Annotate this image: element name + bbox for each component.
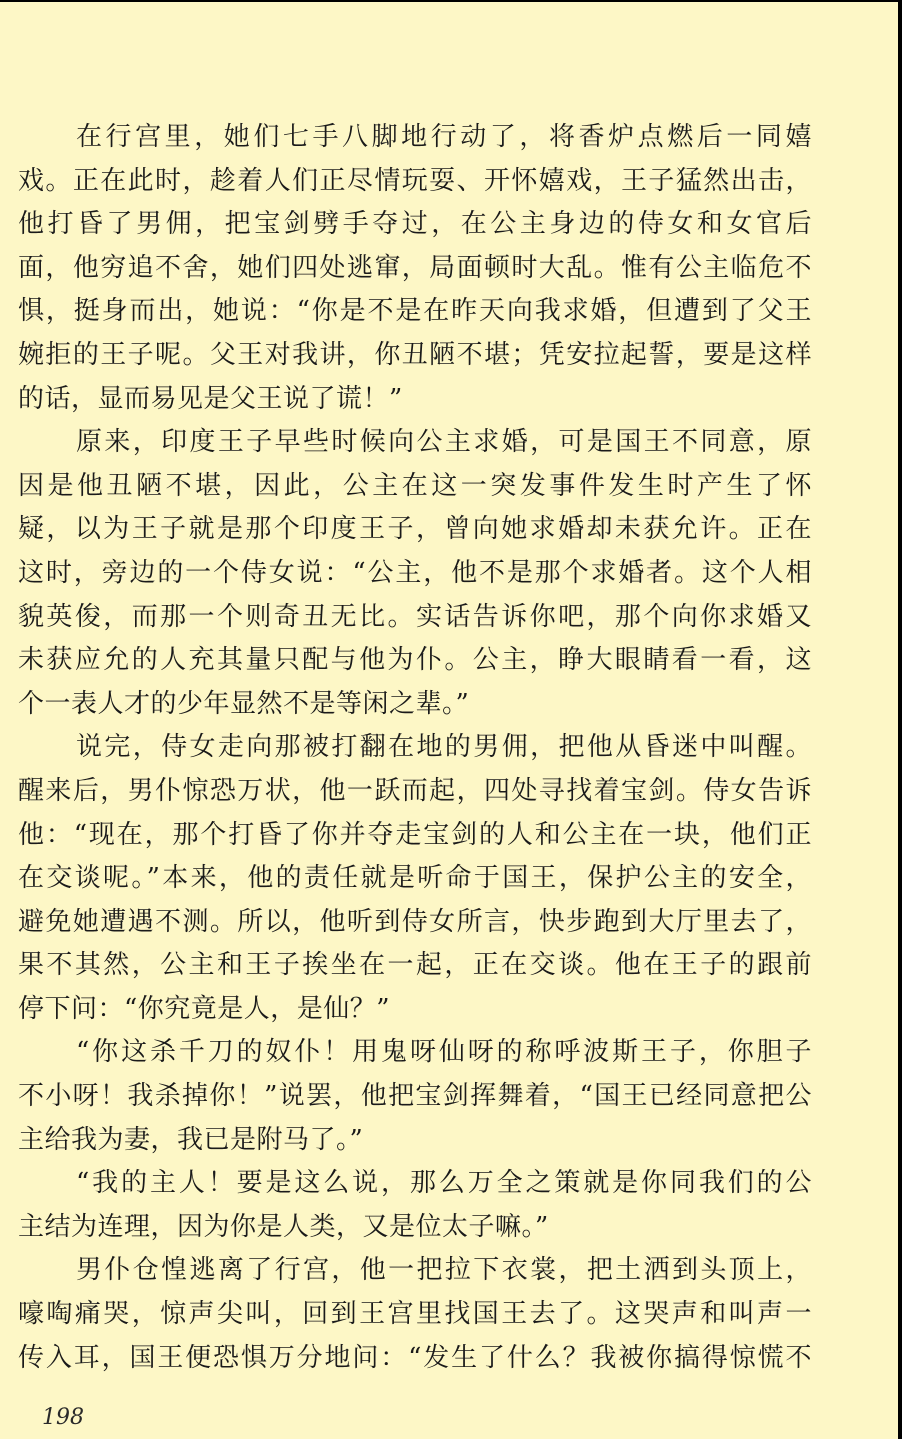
- text-line: 的话，显而易见是父王说了谎！”: [18, 383, 403, 414]
- text-line: 主给我为妻，我已是附马了。”: [18, 1124, 364, 1155]
- text-line: 个一表人才的少年显然不是等闲之辈。”: [18, 688, 470, 719]
- text-line: 嚎啕痛哭，惊声尖叫，回到王宫里找国王去了。这哭声和叫声一: [18, 1299, 812, 1330]
- text-line: 醒来后，男仆惊恐万状，他一跃而起，四处寻找着宝剑。侍女告诉: [18, 775, 812, 806]
- body-text: [18, 116, 812, 1380]
- top-border: [0, 0, 898, 2]
- text-line: 戏。正在此时，趁着人们正尽情玩耍、开怀嬉戏，王子猛然出击，: [18, 165, 812, 196]
- text-line: 主结为连理，因为你是人类，又是位太子嘛。”: [18, 1211, 549, 1242]
- page-number: 198: [42, 1405, 84, 1430]
- text-line: 传入耳，国王便恐惧万分地问：“发生了什么？我被你搞得惊慌不: [18, 1342, 812, 1373]
- text-line: 疑，以为王子就是那个印度王子，曾向她求婚却未获允许。正在: [18, 514, 812, 545]
- text-line: 面，他穷追不舍，她们四处逃窜，局面顿时大乱。惟有公主临危不: [18, 252, 812, 283]
- text-line: 不小呀！我杀掉你！”说罢，他把宝剑挥舞着，“国王已经同意把公: [18, 1081, 812, 1112]
- text-line: 在行宫里，她们七手八脚地行动了，将香炉点燃后一同嬉: [76, 122, 812, 152]
- text-line: 婉拒的王子呢。父王对我讲，你丑陋不堪；凭安拉起誓，要是这样: [18, 339, 812, 370]
- text-line: 他打昏了男佣，把宝剑劈手夺过，在公主身边的侍女和女官后: [18, 209, 812, 240]
- text-line: 在交谈呢。”本来，他的责任就是听命于国王，保护公主的安全，: [18, 863, 812, 894]
- text-line: 原来，印度王子早些时候向公主求婚，可是国王不同意，原: [76, 427, 812, 458]
- text-line: 这时，旁边的一个侍女说：“公主，他不是那个求婚者。这个人相: [18, 557, 812, 588]
- text-line: 未获应允的人充其量只配与他为仆。公主，睁大眼睛看一看，这: [18, 645, 812, 676]
- text-line: 停下问：“你究竟是人，是仙？”: [18, 993, 391, 1024]
- text-line: 果不其然，公主和王子挨坐在一起，正在交谈。他在王子的跟前: [18, 950, 812, 981]
- text-line: “我的主人！要是这么说，那么万全之策就是你同我们的公: [76, 1168, 812, 1199]
- text-line: 因是他丑陋不堪，因此，公主在这一突发事件发生时产生了怀: [18, 470, 812, 501]
- text-line: 他：“现在，那个打昏了你并夺走宝剑的人和公主在一块，他们正: [18, 819, 812, 850]
- text-line: 貌英俊，而那一个则奇丑无比。实话告诉你吧，那个向你求婚又: [18, 601, 812, 632]
- text-line: 避免她遭遇不测。所以，他听到侍女所言，快步跑到大厅里去了，: [18, 906, 812, 937]
- text-line: 男仆仓惶逃离了行宫，他一把拉下衣裳，把土洒到头顶上，: [76, 1255, 812, 1286]
- text-line: “你这杀千刀的奴仆！用鬼呀仙呀的称呼波斯王子，你胆子: [76, 1037, 812, 1068]
- text-line: 惧，挺身而出，她说：“你是不是在昨天向我求婚，但遭到了父王: [18, 296, 812, 327]
- text-line: 说完，侍女走向那被打翻在地的男佣，把他从昏迷中叫醒。: [76, 732, 812, 763]
